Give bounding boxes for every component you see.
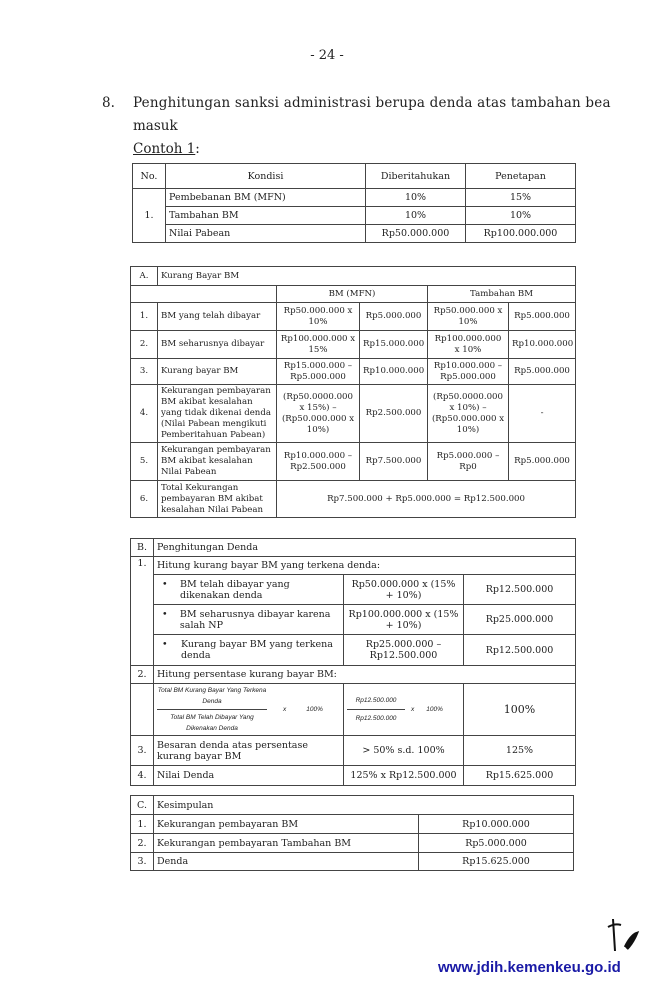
section-letter: A. [131,267,158,286]
table-row [131,443,576,481]
cell: 1. [131,303,158,331]
cell: Rp25.000.000 – Rp12.500.000 [344,635,464,666]
table-row [131,303,576,331]
row-no: 1. [131,815,154,834]
cell: Rp5.000.000 – Rp0 [428,443,509,481]
row-no: 6. [131,481,158,518]
cell: 10% [466,207,576,225]
section-title: Kesimpulan [154,796,574,815]
cell: Rp2.500.000 [360,385,428,443]
step-label: Hitung kurang bayar BM yang terkena denda: [154,557,576,575]
header-kondisi: Kondisi [166,164,366,189]
cell: Nilai Pabean [166,225,366,243]
cell: 3. [131,359,158,385]
cell: Rp10.000.000 [360,359,428,385]
cell: Kekurangan pembayaran Tambahan BM [154,834,419,853]
cell: Rp50.000.000 x 10% [277,303,360,331]
cell: 4. [131,385,158,443]
cell: Rp10.000.000 – Rp2.500.000 [277,443,360,481]
total-value: Rp7.500.000 + Rp5.000.000 = Rp12.500.000 [277,481,576,518]
section-letter: C. [131,796,154,815]
cell: 10% [366,189,466,207]
row-no: 2. [131,666,154,684]
section-title: Penghitungan Denda [154,539,576,557]
cell: Rp10.000.000 [509,331,576,359]
table-kurang-bayar [130,266,576,518]
table-row [131,359,576,385]
section-title-cont: masuk [133,118,178,134]
cell: Rp100.000.000 x 10% [428,331,509,359]
cell: Rp50.000.000 x 10% [428,303,509,331]
cell: Besaran denda atas persentase kurang bayar BM [154,736,344,766]
section-title: Penghitungan sanksi administrasi berupa denda atas tambahan bea [133,95,611,111]
cell: 125% [464,736,576,766]
cell: Rp15.625.000 [419,853,574,871]
conditions-table [132,163,576,243]
cell: Rp100.000.000 x (15% + 10%) [344,605,464,635]
section-title: Kurang Bayar BM [158,267,576,286]
footer-url[interactable]: www.jdih.kemenkeu.go.id [438,959,621,976]
cell: 15% [466,189,576,207]
bullet-item: • BM seharusnya dibayar karena salah NP [154,605,344,635]
cell: Rp10.000.000 – Rp5.000.000 [428,359,509,385]
header-no: No. [133,164,166,189]
header-tambahan: Tambahan BM [428,286,576,303]
row-no: 2. [131,834,154,853]
formula-values: Rp12.500.000 Rp12.500.000 x 100% [344,684,464,736]
cell: Rp5.000.000 [360,303,428,331]
cell: Rp12.500.000 [464,575,576,605]
cell: Rp15.625.000 [464,766,576,786]
cell: - [509,385,576,443]
cell: Rp10.000.000 [419,815,574,834]
row-no: 3. [131,736,154,766]
cell: Rp5.000.000 [419,834,574,853]
section-letter: B. [131,539,154,557]
cell: BM seharusnya dibayar [158,331,277,359]
step-label: Hitung persentase kurang bayar BM: [154,666,576,684]
cell: 100% [464,684,576,736]
cell: Rp15.000.000 – Rp5.000.000 [277,359,360,385]
formula: Total BM Kurang Bayar Yang Terkena Denda Total BM Telah Dibayar Yang Dikenakan Denda x 100% [154,684,344,736]
cell: Rp5.000.000 [509,443,576,481]
cell: Rp5.000.000 [509,359,576,385]
bullet-item: • Kurang bayar BM yang terkena denda [154,635,344,666]
signature-initials [605,915,645,955]
cell: Denda [154,853,419,871]
cell: Rp12.500.000 [464,635,576,666]
table-row [131,331,576,359]
cell: Rp5.000.000 [509,303,576,331]
header-mfn: BM (MFN) [277,286,428,303]
row-no: 1. [133,189,166,243]
total-label: Total Kekurangan pembayaran BM akibat kesalahan Nilai Pabean [158,481,277,518]
table-row [131,385,576,443]
header-diberitahukan: Diberitahukan [366,164,466,189]
cell: Kekurangan pembayaran BM [154,815,419,834]
section-number: 8. [102,95,115,111]
cell: > 50% s.d. 100% [344,736,464,766]
row-no: 3. [131,853,154,871]
cell: Rp15.000.000 [360,331,428,359]
cell: Rp50.000.000 [366,225,466,243]
cell: 125% x Rp12.500.000 [344,766,464,786]
cell: Rp25.000.000 [464,605,576,635]
cell: 2. [131,331,158,359]
page-number: - 24 - [310,48,344,63]
cell: (Rp50.0000.000 x 10%) – (Rp50.000.000 x 10%) [428,385,509,443]
cell: Rp50.000.000 x (15% + 10%) [344,575,464,605]
cell: 5. [131,443,158,481]
cell: Kurang bayar BM [158,359,277,385]
row-no: 4. [131,766,154,786]
cell: Kekurangan pembayaran BM akibat kesalahan yang tidak dikenai denda (Nilai Pabean mengikuti Pemberitahuan Pabean) [158,385,277,443]
cell: Kekurangan pembayaran BM akibat kesalahan Nilai Pabean [158,443,277,481]
cell: (Rp50.0000.000 x 15%) – (Rp50.000.000 x 10%) [277,385,360,443]
bullet-item: • BM telah dibayar yang dikenakan denda [154,575,344,605]
table-kesimpulan [130,795,574,871]
cell: Rp7.500.000 [360,443,428,481]
header-penetapan: Penetapan [466,164,576,189]
cell: 10% [366,207,466,225]
table-penghitungan-denda [130,538,576,786]
row-no: 1. [131,557,154,666]
cell: Pembebanan BM (MFN) [166,189,366,207]
cell: Tambahan BM [166,207,366,225]
cell: Rp100.000.000 [466,225,576,243]
cell: Rp100.000.000 x 15% [277,331,360,359]
example-heading: Contoh 1: [133,141,200,157]
cell: Nilai Denda [154,766,344,786]
cell: BM yang telah dibayar [158,303,277,331]
